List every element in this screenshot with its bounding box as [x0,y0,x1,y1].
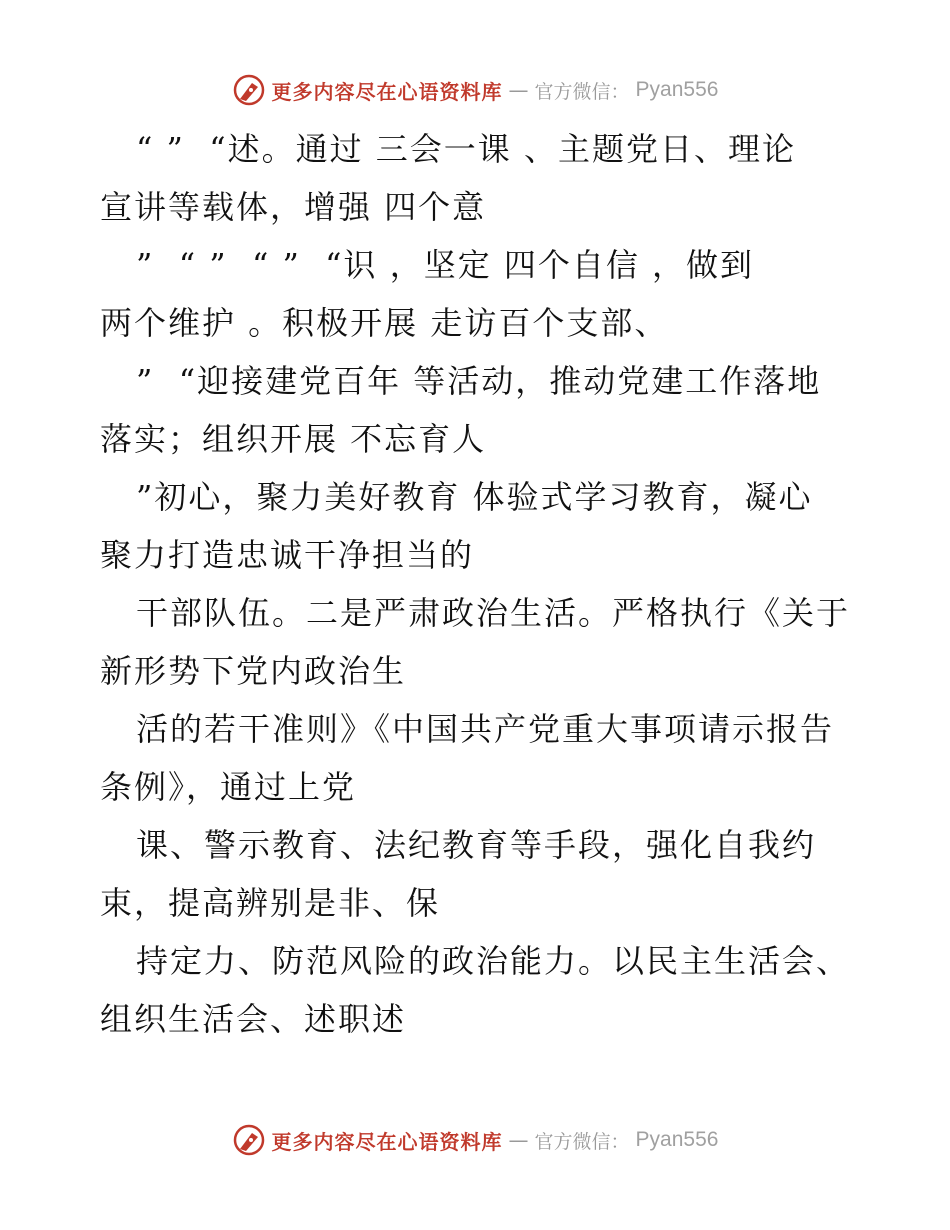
text-line: ” “迎接建党百年 等活动，推动党建工作落地 [136,362,822,400]
text-line: ”初心，聚力美好教育 体验式学习教育，凝心 [136,478,813,516]
text-line: “ ” “述。通过 三会一课 、主题党日、理论 [136,130,796,168]
text-line: 组织生活会、述职述 [100,1000,407,1038]
wechat-label: 官方微信： [534,80,630,103]
pen-nib-circle-icon [232,1123,266,1157]
brand-text: 更多内容尽在心语资料库 [271,1129,503,1154]
separator: — [508,78,529,102]
text-line: 持定力、防范风险的政治能力。以民主生活会、 [136,942,851,980]
text-line: 条例》，通过上党 [100,768,357,806]
separator: — [508,1128,529,1152]
text-line: 活的若干准则》《中国共产党重大事项请示报告 [136,710,835,748]
text-line: 聚力打造忠诚干净担当的 [100,536,475,574]
text-line: 落实；组织开展 不忘育人 [100,420,487,458]
text-line: 新形势下党内政治生 [100,652,407,690]
text-line: 宣讲等载体，增强 四个意 [100,188,487,226]
footer-banner [0,1120,950,1160]
wechat-account: Pyan556 [635,1128,719,1151]
text-line: 课、警示教育、法纪教育等手段，强化自我约 [136,826,817,864]
brand-text: 更多内容尽在心语资料库 [271,79,503,104]
wechat-account: Pyan556 [635,78,719,101]
wechat-label: 官方微信： [534,1130,630,1153]
document-body [100,120,860,1048]
text-line: 束，提高辨别是非、保 [100,884,441,922]
text-line: 干部队伍。二是严肃政治生活。严格执行《关于 [136,594,851,632]
header-banner [0,70,950,110]
text-line: 两个维护 。积极开展 走访百个支部、 [100,304,669,342]
text-line: ” “ ” “ ” “识 ，坚定 四个自信 ，做到 [136,246,755,284]
pen-nib-circle-icon [232,73,266,107]
